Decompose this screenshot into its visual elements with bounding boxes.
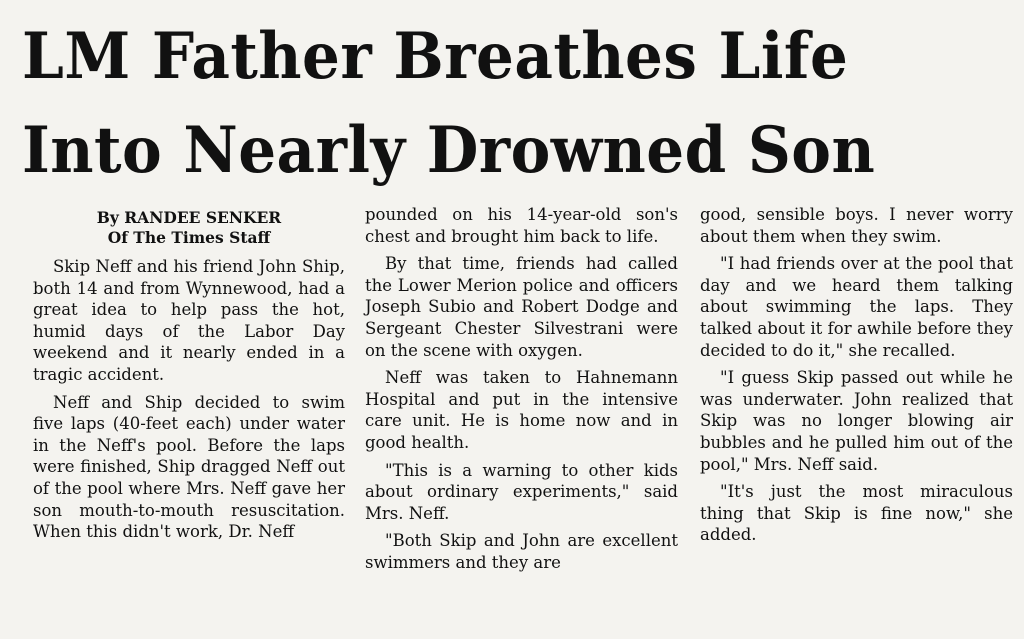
byline-affiliation: Of The Times Staff [107, 228, 271, 247]
paragraph: Neff and Ship decided to swim five laps (40-feet each) under water in the Neff's pool. Before the laps were finished, Ship dragged Neff out of the pool where Mrs. Neff gave her son mouth-to-mouth resuscitation. When this didn't work, Dr. Neff [33, 392, 345, 542]
column-2 [365, 204, 678, 580]
paragraph: "Both Skip and John are excellent swimmers and they are [365, 531, 678, 572]
paragraph: "I had friends over at the pool that day and we heard them talking about swimming the laps. They talked about it for awhile before they decided to do it," she recalled. [700, 254, 1013, 360]
paragraph-continued: pounded on his 14-year-old son's chest and brought him back to life. [365, 205, 678, 246]
paragraph: By that time, friends had called the Lower Merion police and officers Joseph Subio and Robert Dodge and Sergeant Chester Silvestrani were on the scene with oxygen. [365, 254, 678, 360]
paragraph: "I guess Skip passed out while he was underwater. John realized that Skip was no longer blowing air bubbles and he pulled him out of the pool," Mrs. Neff said. [700, 368, 1013, 474]
paragraph: "This is a warning to other kids about ordinary experiments," said Mrs. Neff. [365, 460, 678, 523]
paragraph: Neff was taken to Hahnemann Hospital and put in the intensive care unit. He is home now and in good health. [365, 368, 678, 452]
headline-line-2: Into Nearly Drowned Son [22, 113, 876, 188]
headline-line-1: LM Father Breathes Life [22, 19, 849, 94]
byline-author: By RANDEE SENKER [96, 208, 282, 227]
paragraph: Skip Neff and his friend John Ship, both 14 and from Wynnewood, had a great idea to help pass the hot, humid days of the Labor Day weekend and it nearly ended in a tragic accident. [33, 257, 345, 384]
paragraph: "It's just the most miraculous thing that Skip is fine now," she added. [700, 482, 1013, 545]
column-1 [33, 204, 345, 549]
byline [33, 208, 345, 248]
column-3 [700, 204, 1013, 552]
paragraph-continued: good, sensible boys. I never worry about them when they swim. [700, 205, 1013, 246]
headline [22, 10, 943, 198]
